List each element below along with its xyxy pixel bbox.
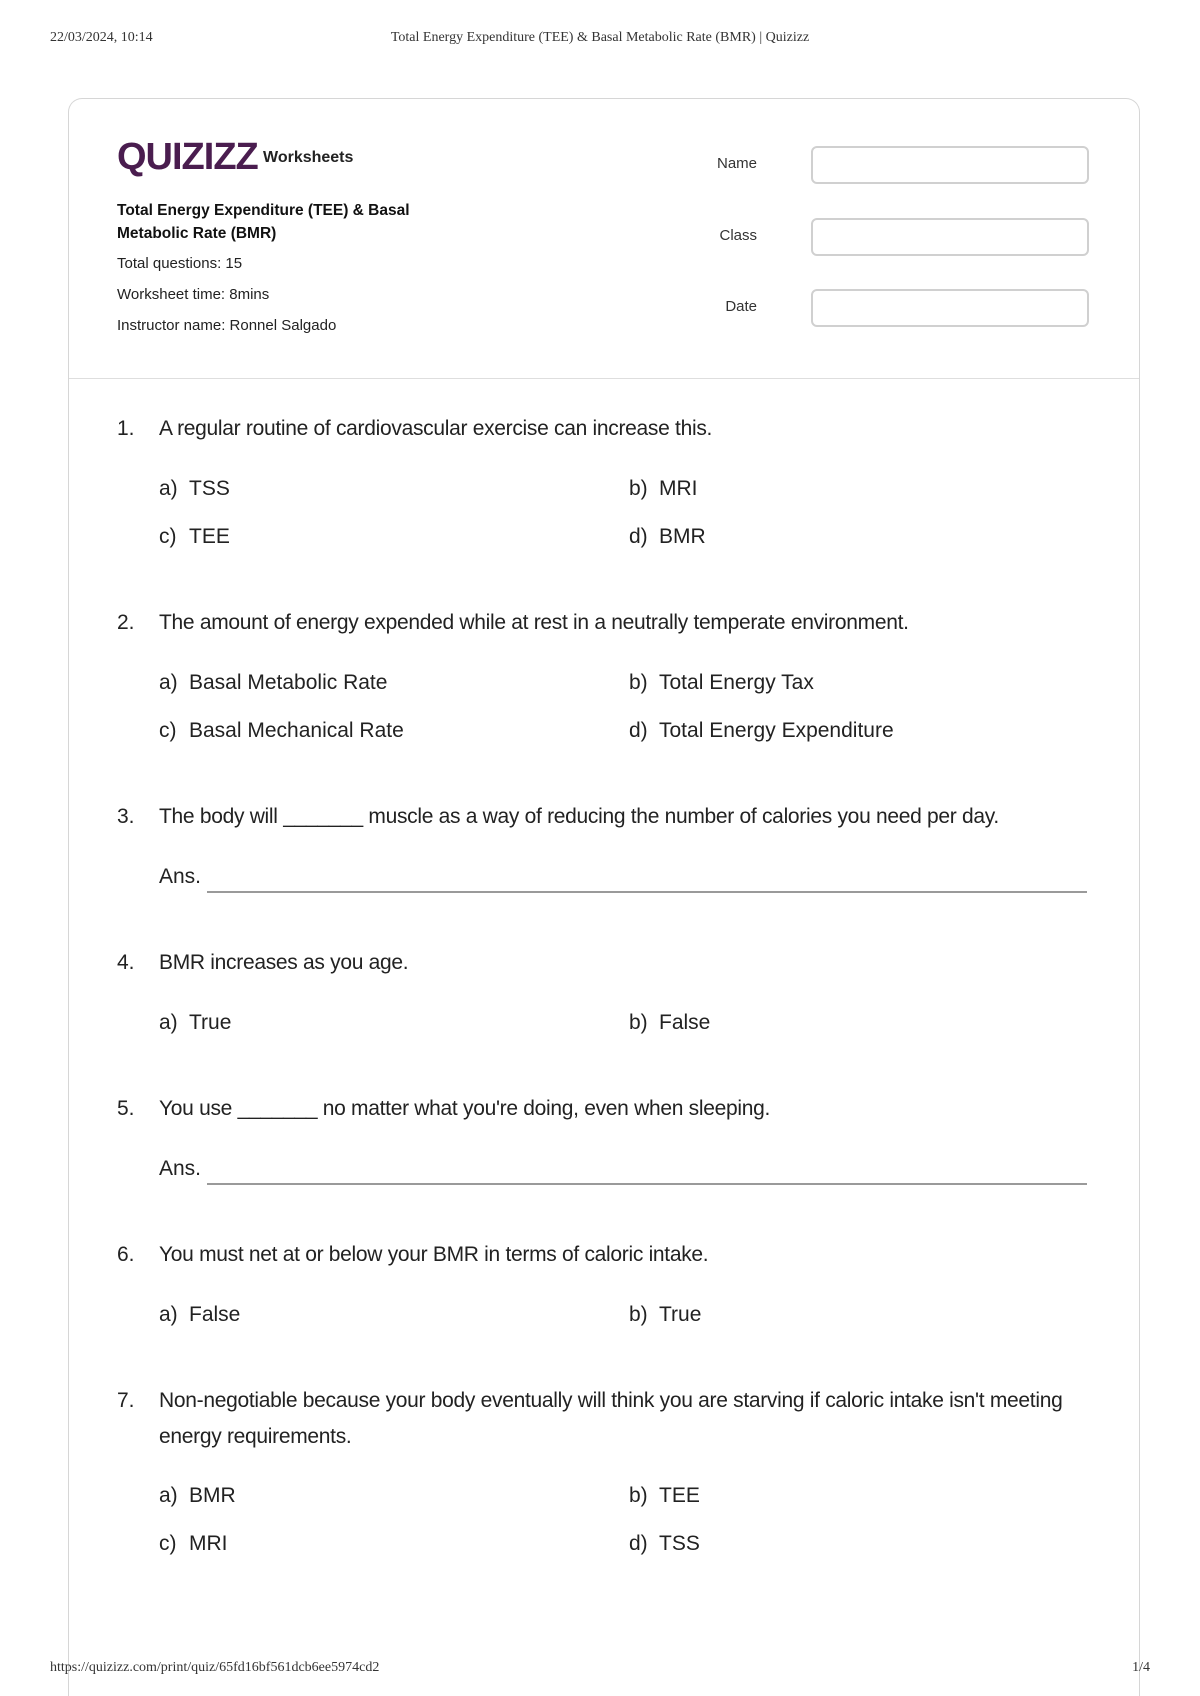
quizizz-logo: QUIZIZZ: [117, 136, 258, 178]
question-3: [117, 799, 1107, 899]
option-c[interactable]: c) TEE: [159, 525, 230, 548]
worksheet-card: [68, 98, 1140, 1696]
question-number: 5.: [117, 1097, 135, 1120]
answer-label: Ans.: [159, 1157, 202, 1180]
option-d[interactable]: d) BMR: [629, 525, 706, 548]
option-d[interactable]: d) TSS: [629, 1532, 700, 1555]
answer-label: Ans.: [159, 865, 202, 888]
print-url: https://quizizz.com/print/quiz/65fd16bf561dcb6ee5974cd2: [50, 1660, 380, 1675]
option-a[interactable]: a) False: [159, 1303, 241, 1326]
option-b[interactable]: b) Total Energy Tax: [629, 671, 814, 694]
brand-subtitle: Worksheets: [263, 149, 354, 166]
question-number: 7.: [117, 1389, 135, 1412]
instructor-name: Instructor name: Ronnel Salgado: [117, 317, 337, 334]
print-header: [50, 30, 1150, 50]
option-b[interactable]: b) True: [629, 1303, 702, 1326]
question-number: 4.: [117, 951, 135, 974]
question-text: The body will _______ muscle as a way of reducing the number of calories you need per day.: [159, 805, 999, 828]
date-field-row: [669, 289, 1099, 327]
option-c[interactable]: c) Basal Mechanical Rate: [159, 719, 404, 742]
name-field-row: [669, 146, 1099, 184]
answer-line[interactable]: [207, 1183, 1087, 1185]
date-input[interactable]: [811, 289, 1089, 327]
question-5: [117, 1091, 1107, 1191]
total-questions: Total questions: 15: [117, 255, 243, 272]
class-label: Class: [719, 227, 757, 244]
question-text: A regular routine of cardiovascular exercise can increase this.: [159, 417, 713, 440]
print-footer: [50, 1660, 1150, 1680]
question-number: 3.: [117, 805, 135, 828]
option-a[interactable]: a) True: [159, 1011, 232, 1034]
option-a[interactable]: a) TSS: [159, 477, 230, 500]
question-number: 2.: [117, 611, 135, 634]
class-field-row: [669, 218, 1099, 256]
question-6: [117, 1237, 1107, 1337]
option-d[interactable]: d) Total Energy Expenditure: [629, 719, 894, 742]
print-datetime: 22/03/2024, 10:14: [50, 30, 153, 45]
name-input[interactable]: [811, 146, 1089, 184]
question-7: [117, 1383, 1107, 1573]
question-1: [117, 411, 1107, 561]
class-input[interactable]: [811, 218, 1089, 256]
option-b[interactable]: b) False: [629, 1011, 711, 1034]
question-2: [117, 605, 1107, 755]
name-label: Name: [716, 155, 757, 172]
question-number: 1.: [117, 417, 135, 440]
question-text: Non-negotiable because your body eventually will think you are starving if caloric intake isn't meeting energy requirements.: [159, 1389, 1063, 1448]
question-text: The amount of energy expended while at rest in a neutrally temperate environment.: [159, 611, 909, 634]
question-text: BMR increases as you age.: [159, 951, 409, 974]
option-c[interactable]: c) MRI: [159, 1532, 228, 1555]
answer-line[interactable]: [207, 891, 1087, 893]
question-text: You use _______ no matter what you're doing, even when sleeping.: [159, 1097, 770, 1120]
worksheet-title: Total Energy Expenditure (TEE) & Basal Metabolic Rate (BMR): [117, 202, 410, 242]
option-a[interactable]: a) Basal Metabolic Rate: [159, 671, 388, 694]
option-b[interactable]: b) TEE: [629, 1484, 700, 1507]
print-page-title: Total Energy Expenditure (TEE) & Basal Metabolic Rate (BMR) | Quizizz: [390, 30, 810, 45]
date-label: Date: [725, 298, 757, 315]
option-a[interactable]: a) BMR: [159, 1484, 236, 1507]
worksheet-time: Worksheet time: 8mins: [117, 286, 270, 303]
question-number: 6.: [117, 1243, 135, 1266]
option-b[interactable]: b) MRI: [629, 477, 698, 500]
worksheet-header: [69, 99, 1139, 379]
page-number: 1/4: [1132, 1660, 1150, 1675]
question-text: You must net at or below your BMR in terms of caloric intake.: [159, 1243, 709, 1266]
question-4: [117, 945, 1107, 1045]
